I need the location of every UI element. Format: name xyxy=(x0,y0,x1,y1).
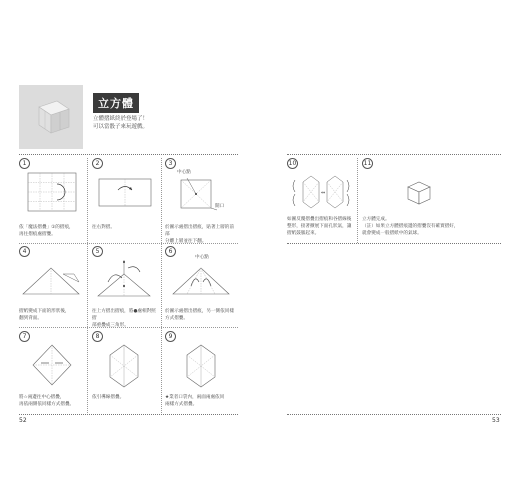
step-11-diagram xyxy=(404,178,434,206)
step-3 xyxy=(165,158,237,242)
step-caption: 摺紙變成下面的形狀後， 翻到背面。 xyxy=(19,309,70,321)
center-label: 中心點 xyxy=(177,170,191,175)
step-number: 6 xyxy=(165,246,176,257)
step-caption: 往上方摺出摺痕，將●處相對照摺 部重疊成三角形。 xyxy=(92,309,156,328)
page-number-left: 52 xyxy=(19,417,27,424)
step-number: 10 xyxy=(288,160,297,167)
page-title: 立方體 xyxy=(93,93,139,113)
step-caption: 如圖反覆摺疊出摺痕和谷摺線後 整形，接著擴展下面孔狀氣，讓 摺紙鼓脹起來。 xyxy=(287,217,352,236)
step-7 xyxy=(19,331,85,413)
step-caption: 立方體完成。 （註）如果立方體摺痕邊的摺疊沒有確實摺好， 就會變成一般摺紙中的氣球。 xyxy=(362,217,459,236)
step-number: 3 xyxy=(165,158,176,169)
step-7-diagram xyxy=(29,341,75,389)
bottom-divider-left xyxy=(19,414,238,415)
step-9 xyxy=(165,331,237,413)
grid-divider xyxy=(87,158,88,413)
opening-label: 開口 xyxy=(215,204,225,209)
bottom-divider-right xyxy=(287,414,501,415)
step-number: 1 xyxy=(19,158,30,169)
step-caption: 往右對摺。 xyxy=(92,225,115,230)
page-number-right: 53 xyxy=(492,417,500,424)
intro-line-2: 可以當骰子來玩遊戲。 xyxy=(93,124,149,130)
center-label: 中心點 xyxy=(195,255,209,260)
step-number: 4 xyxy=(19,246,30,257)
step-10 xyxy=(287,158,355,242)
step-caption: 將☆兩邊往中心摺疊， 再依兩側依同樣方式摺疊。 xyxy=(19,395,75,407)
step-number: 2 xyxy=(92,158,103,169)
step-9-diagram xyxy=(183,341,219,391)
step-4 xyxy=(19,246,85,326)
step-caption: 依「魔法摺疊」①的摺痕， 再往摺痕處摺疊。 xyxy=(19,225,74,237)
step-2 xyxy=(92,158,158,242)
step-2-diagram xyxy=(98,178,152,208)
top-divider-right xyxy=(287,154,501,155)
step-caption: 依引導線摺疊。 xyxy=(92,395,125,400)
step-4-diagram xyxy=(19,258,85,298)
grid-divider xyxy=(357,158,358,243)
intro-line-1: 立體摺紙終於登場了！ xyxy=(93,116,149,122)
step-number: 8 xyxy=(92,331,103,342)
step-number: 5 xyxy=(92,246,103,257)
step-number: 11 xyxy=(363,160,372,167)
step-number: 9 xyxy=(165,331,176,342)
step-5-diagram xyxy=(94,256,156,300)
grid-divider xyxy=(161,158,162,413)
top-divider-left xyxy=(19,154,238,155)
step-caption: 於圖示處摺出摺痕，另一側依同樣 方式摺疊。 xyxy=(165,309,234,321)
svg-text:⇔: ⇔ xyxy=(321,190,326,196)
step-8-diagram xyxy=(106,341,142,391)
step-6 xyxy=(165,246,237,326)
step-11 xyxy=(362,158,482,242)
step-6-diagram xyxy=(169,260,233,300)
step-1-diagram xyxy=(27,172,77,212)
step-5 xyxy=(92,246,158,326)
section-divider-right xyxy=(287,243,501,244)
step-caption: ★業者口袋內，兩面兩處依同 兩樣方式摺疊。 xyxy=(165,395,225,407)
step-caption: 於圖示處摺出摺痕，貼著上層的前部 分離上層並往下翻。 xyxy=(165,225,234,244)
step-3-diagram xyxy=(173,176,221,212)
step-8 xyxy=(92,331,158,413)
cube-photo xyxy=(19,85,83,149)
step-number: 7 xyxy=(19,331,30,342)
step-10-diagram xyxy=(289,172,353,212)
step-1 xyxy=(19,158,85,242)
